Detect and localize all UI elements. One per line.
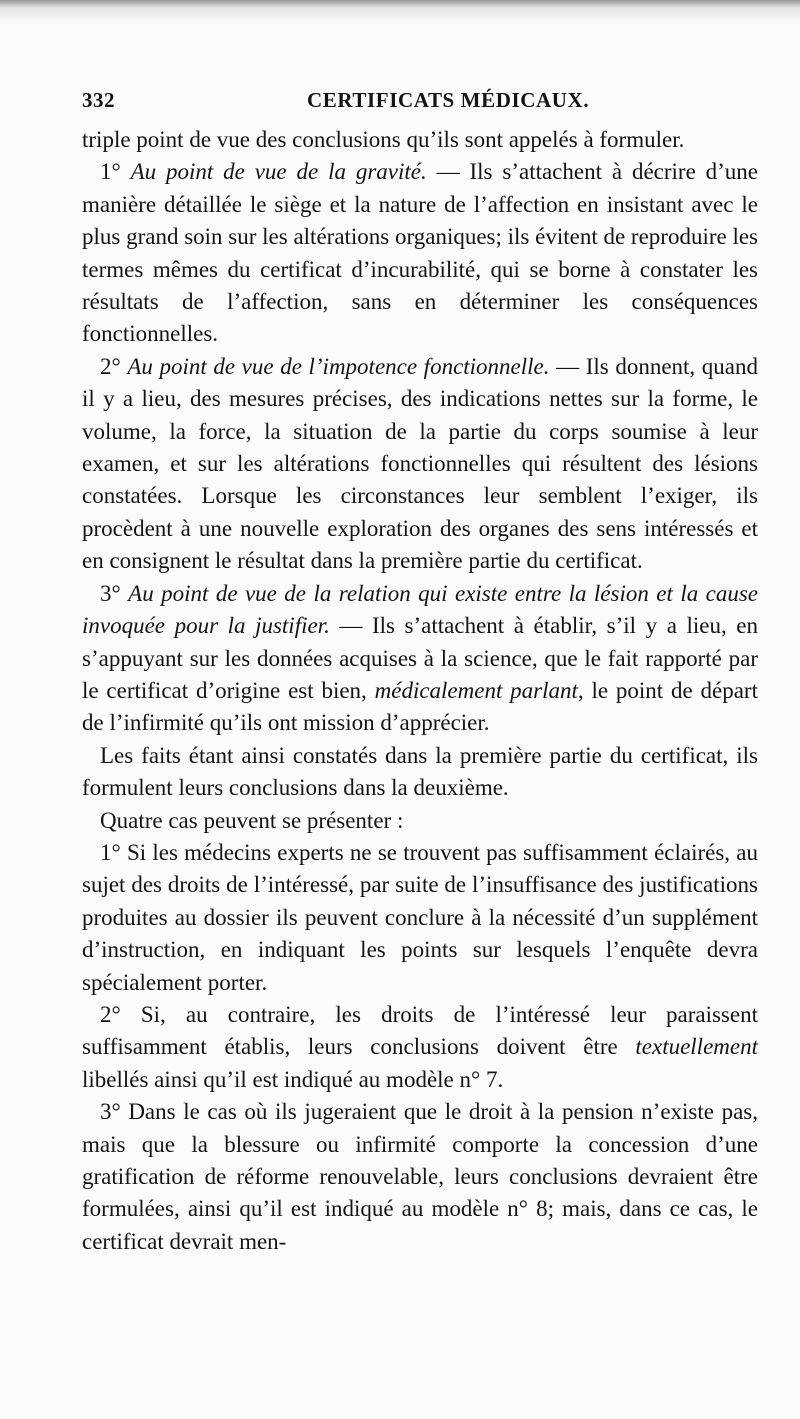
body-text: [82, 124, 758, 1258]
page-header: [82, 88, 758, 122]
item-number: 3°: [100, 580, 121, 606]
paragraph-four-cases: [82, 805, 758, 837]
paragraph-text: Si, au contraire, les droits de l’intéressé leur paraissent suffisamment établis, leurs conclusions doivent être: [82, 1001, 758, 1060]
paragraph-text: — Ils s’attachent à décrire d’une manière détaillée le siège et la nature de l’affection en insistant avec le plus grand soin sur les altérations organiques; ils évitent de reproduire les termes mêmes du certificat d’incurabilité, qui se borne à constater les résultats de l’affection, sans en déterminer les conséquences fonctionnelles.: [82, 159, 759, 347]
paragraph-impotence: [82, 351, 758, 578]
paragraph-text: — Ils donnent, quand il y a lieu, des mesures précises, des indications nettes sur la forme, le volume, la force, la situation de la partie du corps soumise à leur examen, et sur les altérations fonctionnelles qui résultent des lésions constatées. Lorsque les circonstances leur semblent l’exiger, ils procèdent à une nouvelle exploration des organes des sens intéressés et en consignent le résultat dans la première partie du certificat.: [82, 353, 758, 574]
item-heading: Au point de vue de la relation qui existe entre la lésion et la cause invoquée pour la justifier.: [82, 580, 759, 639]
italic-phrase: médicalement parlant,: [374, 677, 584, 703]
paragraph-text: Les faits étant ainsi constatés dans la première partie du certificat, ils formulent leurs conclusions dans la deuxième.: [82, 742, 758, 801]
item-heading: Au point de vue de l’impotence fonctionnelle.: [127, 353, 550, 379]
paragraph-text-continued: libellés ainsi qu’il est indiqué au modèle n° 7.: [82, 1066, 504, 1092]
paragraph-intro-continuation: [82, 124, 758, 156]
paragraph-case-1: [82, 837, 758, 999]
item-number: 1°: [100, 159, 121, 185]
paragraph-text: Si les médecins experts ne se trouvent pas suffisamment éclairés, au sujet des droits de l’intéressé, par suite de l’insuffisance des justifications produites au dossier ils peuvent conclure à la nécessité d’un supplément d’instruction, en indiquant les points sur lesquels l’enquête devra spécialement porter.: [82, 839, 758, 995]
paragraph-case-2: [82, 999, 758, 1096]
item-number: 2°: [100, 353, 121, 379]
paragraph-text: — Ils s’attachent à établir, s’il y a lieu, en s’appuyant sur les données acquises à la science, que le fait rapporté par le certificat d’origine est bien,: [82, 613, 758, 703]
paragraph-text-continued: le point de départ de l’infirmité qu’ils ont mission d’apprécier.: [82, 677, 758, 736]
paragraph-conclusions: [82, 740, 758, 805]
item-heading: Au point de vue de la gravité.: [130, 159, 427, 185]
page-number: 332: [82, 88, 115, 112]
running-title: CERTIFICATS MÉDICAUX.: [307, 88, 590, 112]
paragraph-relation: [82, 578, 758, 740]
paragraph-text: triple point de vue des conclusions qu’ils sont appelés à formuler.: [82, 127, 685, 152]
item-number: 3°: [100, 1099, 121, 1125]
item-number: 1°: [100, 839, 121, 865]
paragraph-text: Quatre cas peuvent se présenter :: [100, 807, 404, 833]
paragraph-text: Dans le cas où ils jugeraient que le droit à la pension n’existe pas, mais que la blessure ou infirmité comporte la concession d’une gratification de réforme renouvelable, leurs conclusions devraient être formulées, ainsi qu’il est indiqué au modèle n° 8; mais, dans ce cas, le certificat devrait men-: [82, 1099, 758, 1254]
paragraph-case-3: [82, 1096, 758, 1258]
item-number: 2°: [100, 1001, 121, 1027]
italic-phrase: textuellement: [635, 1034, 758, 1060]
paragraph-gravity: [82, 156, 758, 350]
